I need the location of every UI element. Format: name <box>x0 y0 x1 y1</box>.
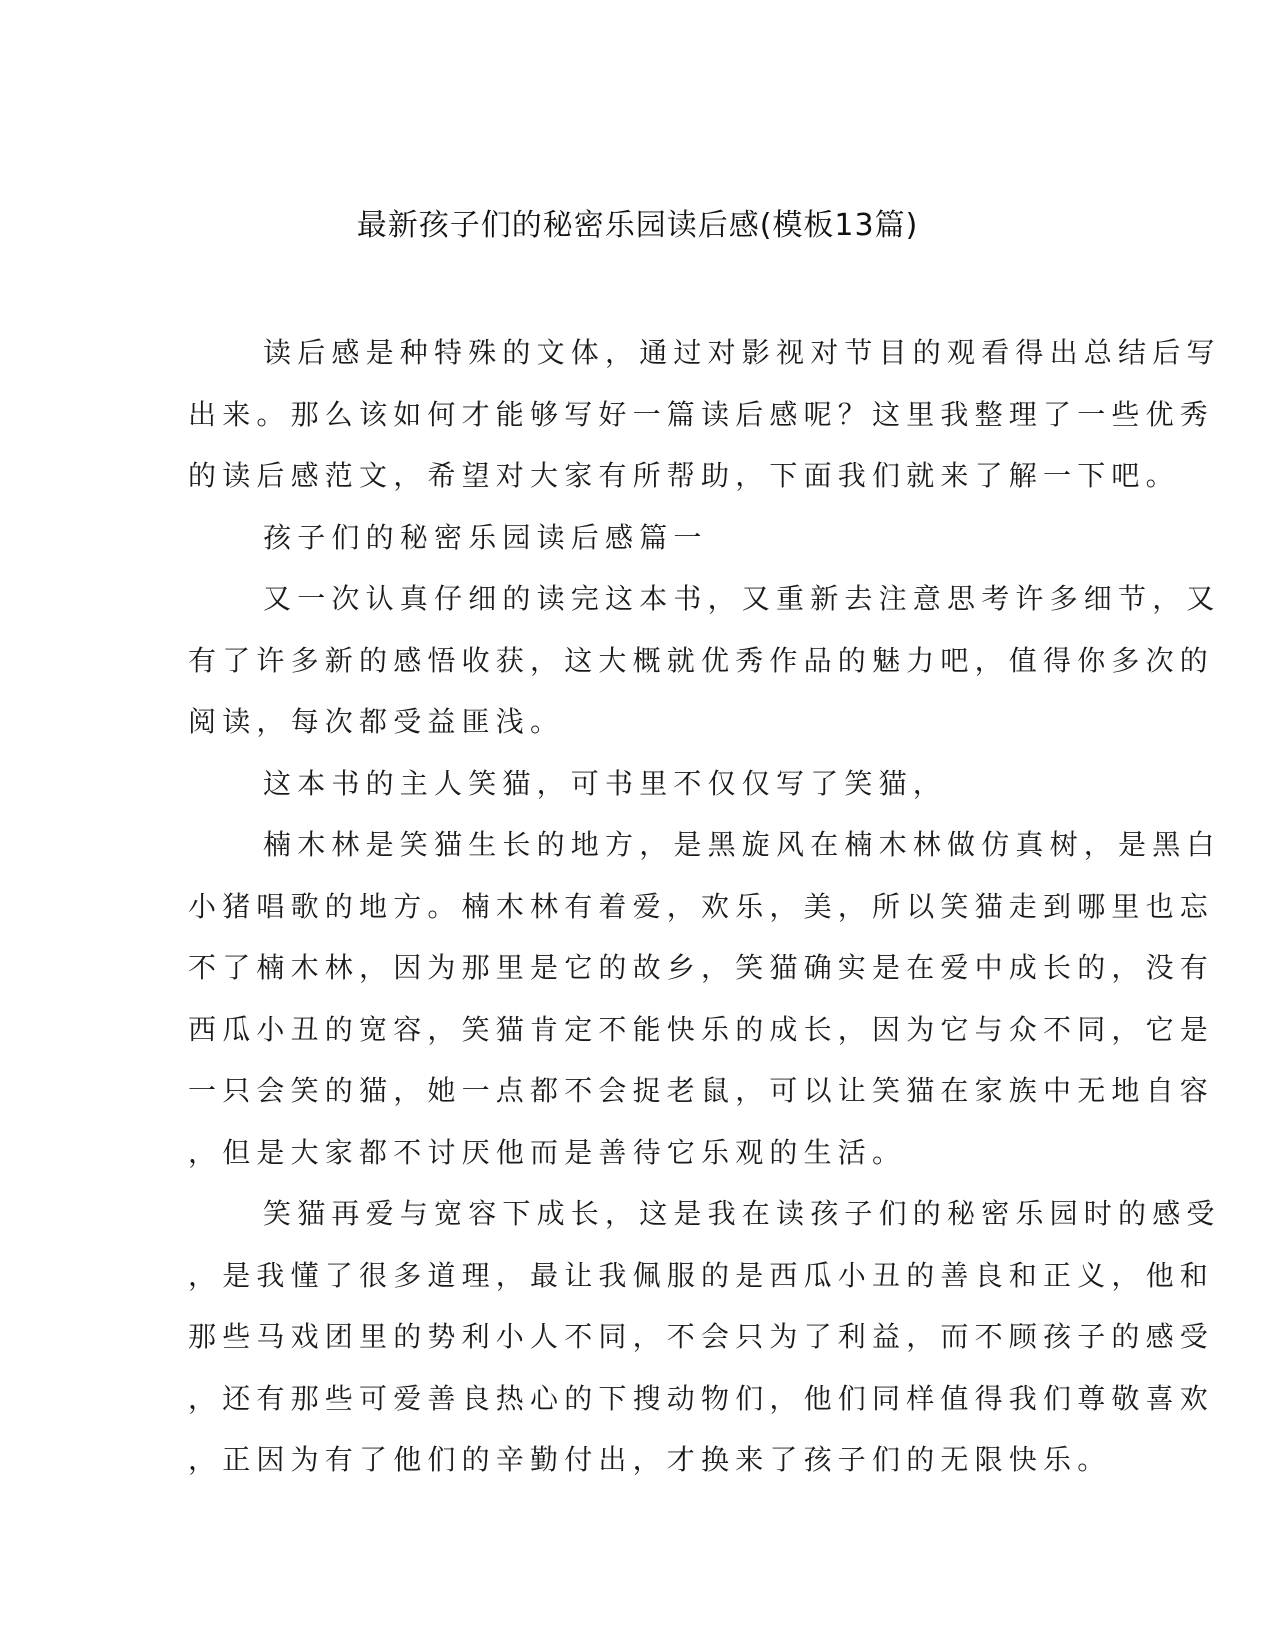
text-line: 的读后感范文，希望对大家有所帮助，下面我们就来了解一下吧。 <box>188 459 1180 492</box>
text-line: 那些马戏团里的势利小人不同，不会只为了利益，而不顾孩子的感受 <box>188 1320 1215 1353</box>
text-line: 不了楠木林，因为那里是它的故乡，笑猫确实是在爱中成长的，没有 <box>188 951 1215 984</box>
text-line: 又一次认真仔细的读完这本书，又重新去注意思考许多细节，又 <box>263 582 1221 615</box>
text-line: ，是我懂了很多道理，最让我佩服的是西瓜小丑的善良和正义，他和 <box>188 1258 1215 1292</box>
text-line: ，正因为有了他们的辛勤付出，才换来了孩子们的无限快乐。 <box>188 1443 1112 1476</box>
text-line: 楠木林是笑猫生长的地方，是黑旋风在楠木林做仿真树，是黑白 <box>263 828 1221 861</box>
text-line: 有了许多新的感悟收获，这大概就优秀作品的魅力吧，值得你多次的 <box>188 643 1215 677</box>
text-line: 小猪唱歌的地方。楠木林有着爱，欢乐，美，所以笑猫走到哪里也忘 <box>188 889 1215 923</box>
text-line: 笑猫再爱与宽容下成长，这是我在读孩子们的秘密乐园时的感受 <box>263 1197 1221 1230</box>
section-heading: 孩子们的秘密乐园读后感篇一 <box>263 520 708 554</box>
text-line: 出来。那么该如何才能够写好一篇读后感呢？这里我整理了一些优秀 <box>188 397 1215 431</box>
text-line: ，但是大家都不讨厌他而是善待它乐观的生活。 <box>188 1135 907 1169</box>
text-line: 一只会笑的猫，她一点都不会捉老鼠，可以让笑猫在家族中无地自容 <box>188 1074 1215 1107</box>
text-line: 阅读，每次都受益匪浅。 <box>188 705 565 738</box>
text-line: 这本书的主人笑猫，可书里不仅仅写了笑猫， <box>263 766 948 800</box>
document-title: 最新孩子们的秘密乐园读后感(模板13篇) <box>356 208 919 243</box>
text-line: ，还有那些可爱善良热心的下搜动物们，他们同样值得我们尊敬喜欢 <box>188 1381 1215 1415</box>
document-body <box>188 322 1221 1491</box>
text-line: 西瓜小丑的宽容，笑猫肯定不能快乐的成长，因为它与众不同，它是 <box>188 1012 1215 1046</box>
text-line: 读后感是种特殊的文体，通过对影视对节目的观看得出总结后写 <box>263 336 1221 369</box>
